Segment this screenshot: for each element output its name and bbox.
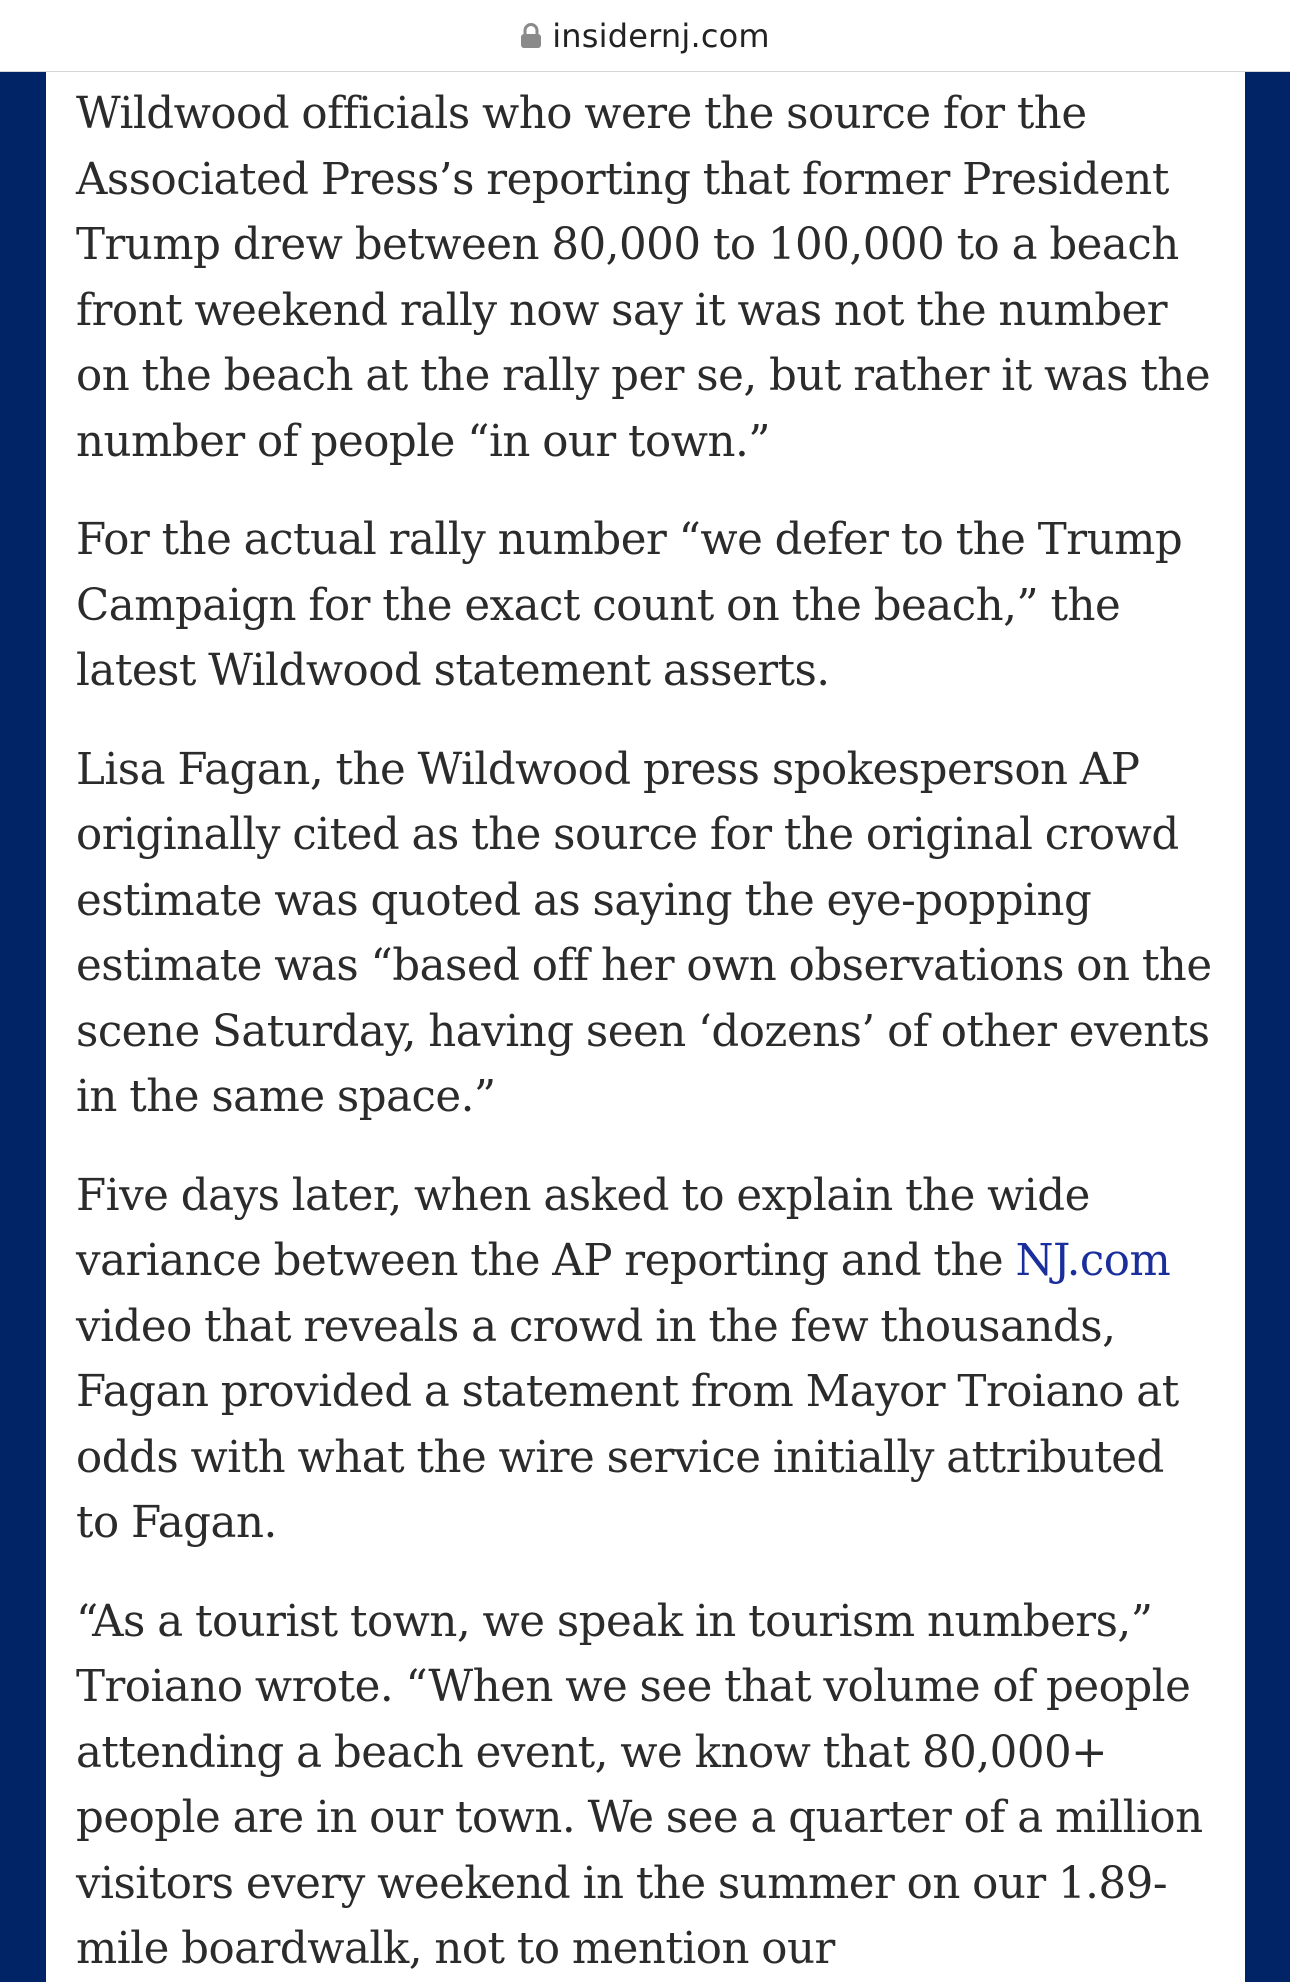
paragraph-text-after-link: video that reveals a crowd in the few thousands, Fagan provided a statement from Mayor Troiano at odds with what the wire service initially attributed to Fagan. [76,1301,1179,1548]
article-paragraph-2: For the actual rally number “we defer to the Trump Campaign for the exact count on the beach,” the latest Wildwood statement asserts. [76,515,1183,696]
article-paragraph-4 [76,1164,1215,1557]
article-paragraph-3: Lisa Fagan, the Wildwood press spokesperson AP originally cited as the source for the original crowd estimate was quoted as saying the eye-popping estimate was “based off her own observations on the scene Saturday, having seen ‘dozens’ of other events in the same space.” [76,744,1212,1122]
article-content[interactable] [46,72,1245,1982]
url-container[interactable] [520,17,770,55]
nj-com-link[interactable]: NJ.com [1015,1236,1171,1286]
url-text: insidernj.com [552,16,770,55]
lock-icon [520,23,542,49]
article-body [46,72,1245,1982]
left-side-panel [0,72,46,1982]
article-paragraph-1: Wildwood officials who were the source for the Associated Press’s reporting that former President Trump drew between 80,000 to 100,000 to a beach front weekend rally now say it was not the number on the beach at the rally per se, but rather it was the number of people “in our town.” [76,89,1211,467]
paragraph-text-before-link: Five days later, when asked to explain the wide variance between the AP reporting and the [76,1170,1090,1286]
article-paragraph-5: “As a tourist town, we speak in tourism numbers,” Troiano wrote. “When we see that volume of people attending a beach event, we know that 80,000+ people are in our town. We see a quarter of a million visitors every weekend in the summer on our 1.89-mile boardwalk, not to mention our [76,1596,1203,1974]
right-side-panel [1245,72,1290,1982]
browser-url-bar[interactable] [0,0,1290,72]
